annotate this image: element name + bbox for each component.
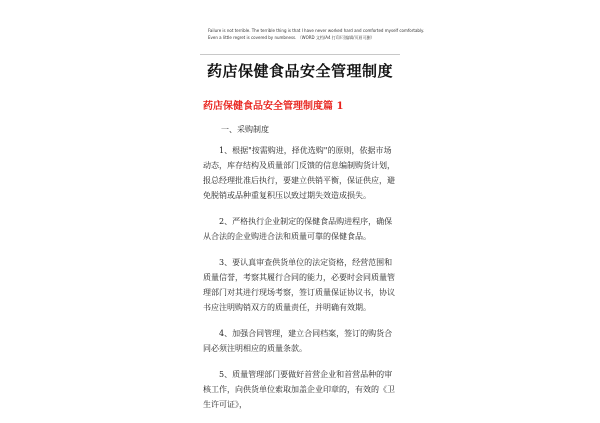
paragraph: 4、加强合同管理，建立合同档案，签订的购货合同必须注明相应的质量条款。 — [203, 329, 393, 353]
header-divider — [200, 54, 400, 55]
paragraph: 2、严格执行企业制定的保健食品购进程序，确保从合法的企业购进合法和质量可靠的保健食品。 — [203, 217, 393, 241]
header-line-1: Failure is not terrible. The terrible thing is that I have never worked hard and comforted myself comfortably. — [208, 28, 425, 33]
document-body — [203, 122, 399, 423]
paragraph: 1、根据"按需购进，择优选购"的原则，依据市场动态，库存结构及质量部门反馈的信息编制购货计划，报总经理批准后执行，要建立供销平衡，保证供应，避免脱销或品种重复积压以致过期失效造成损失。 — [203, 146, 395, 200]
document-title: 药店保健食品安全管理制度 — [206, 62, 393, 80]
header-line-2: Even a little regret is covered by numbness. （WORD 文档/A4 打印/可编辑/页眉可删） — [208, 34, 375, 40]
page-header-note — [208, 28, 425, 41]
paragraph: 3、要认真审查供货单位的法定资格，经营范围和质量信誉，考察其履行合同的能力，必要时会同质量管理部门对其进行现场考察，签订质量保证协议书，协议书应注明购销双方的质量责任，并明确有效期。 — [203, 258, 395, 312]
subsection-heading: 一、采购制度 — [221, 125, 269, 134]
section-title: 药店保健食品安全管理制度篇 1 — [203, 101, 344, 112]
paragraph: 5、质量管理部门要做好首营企业和首营品种的审核工作，向供货单位索取加盖企业印章的，有效的《卫生许可证》， — [203, 370, 395, 409]
